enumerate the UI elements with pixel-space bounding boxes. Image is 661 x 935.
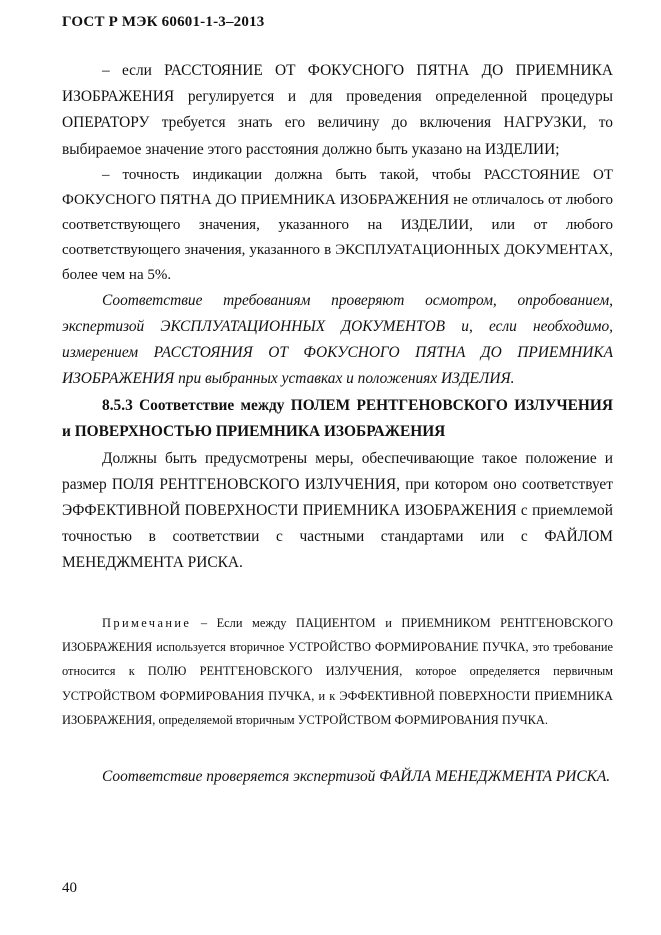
section-heading: 8.5.3 Соответствие между ПОЛЕМ РЕНТГЕНОВСКОГО ИЗЛУЧЕНИЯ и ПОВЕРХНОСТЬЮ ПРИЕМНИКА ИЗОБРАЖЕНИЯ [62, 396, 613, 441]
list-item-distance-adjustable: – если РАССТОЯНИЕ ОТ ФОКУСНОГО ПЯТНА ДО ПРИЕМНИКА ИЗОБРАЖЕНИЯ регулируется и для проведения определенной процедуры ОПЕРАТОРУ требуется знать его величину до включения НАГРУЗКИ, то выбираемое значение этого расстояния должно быть указано на ИЗДЕЛИИ; [62, 62, 613, 158]
page-body [62, 58, 613, 806]
note-paragraph [62, 611, 613, 733]
compliance-check-paragraph: Соответствие требованиям проверяют осмотром, опробованием, экспертизой ЭКСПЛУАТАЦИОННЫХ ДОКУМЕНТОВ и, если необходимо, измерением РАССТОЯНИЯ ОТ ФОКУСНОГО ПЯТНА ДО ПРИЕМНИКА ИЗОБРАЖЕНИЯ при выбранных уставках и положениях ИЗДЕЛИЯ. [62, 291, 613, 388]
document-header: ГОСТ Р МЭК 60601-1-3–2013 [62, 14, 265, 30]
note-text: – Если между ПАЦИЕНТОМ и ПРИЕМНИКОМ РЕНТГЕНОВСКОГО ИЗОБРАЖЕНИЯ используется вторичное УСТРОЙСТВО ФОРМИРОВАНИЕ ПУЧКА, это требование относится к ПОЛЮ РЕНТГЕНОВСКОГО ИЗЛУЧЕНИЯ, которое определяется первичным УСТРОЙСТВОМ ФОРМИРОВАНИЯ ПУЧКА, и к ЭФФЕКТИВНОЙ ПОВЕРХНОСТИ ПРИЕМНИКА ИЗОБРАЖЕНИЯ, определяемой вторичным УСТРОЙСТВОМ ФОРМИРОВАНИЯ ПУЧКА. [62, 615, 613, 728]
compliance-statement: Соответствие проверяется экспертизой ФАЙЛА МЕНЕДЖМЕНТА РИСКА. [102, 767, 611, 785]
list-item-indication-accuracy: – точность индикации должна быть такой, чтобы РАССТОЯНИЕ ОТ ФОКУСНОГО ПЯТНА ДО ПРИЕМНИКА ИЗОБРАЖЕНИЯ не отличалось от любого соответствующего значения, указанного на ИЗДЕЛИИ, или от любого соответствующего значения, указанного в ЭКСПЛУАТАЦИОННЫХ ДОКУМЕНТАХ, более чем на 5%. [62, 166, 613, 283]
page-number: 40 [62, 880, 77, 896]
note-label: Примечание [102, 615, 192, 630]
section-body-paragraph: Должны быть предусмотрены меры, обеспечивающие такое положение и размер ПОЛЯ РЕНТГЕНОВСКОГО ИЗЛУЧЕНИЯ, при котором оно соответствует ЭФФЕКТИВНОЙ ПОВЕРХНОСТИ ПРИЕМНИКА ИЗОБРАЖЕНИЯ с приемлемой точностью в соответствии с частными стандартами или с ФАЙЛОМ МЕНЕДЖМЕНТА РИСКА. [62, 449, 613, 572]
